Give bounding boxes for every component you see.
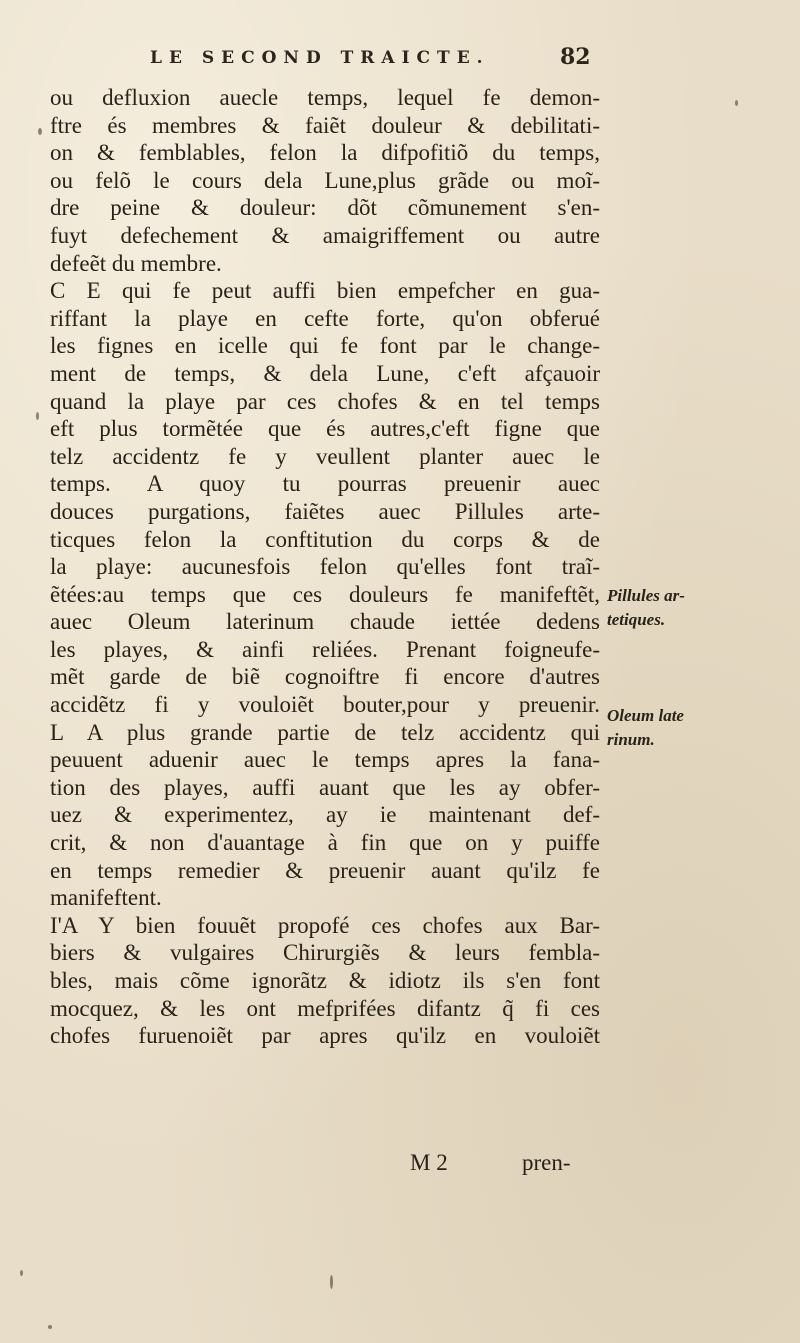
- margin-note-oleum: [607, 704, 684, 752]
- text-line: accidẽtz fi y vouloiẽt bouter,pour y preuenir.: [50, 692, 600, 718]
- paper-blemish: [20, 1270, 23, 1276]
- text-line: tion des playes, auffi auant que les ay obfer-: [50, 774, 600, 800]
- text-line: les fignes en icelle qui fe font par le change-: [50, 333, 600, 359]
- text-line: auec Oleum laterinum chaude iettée dedens: [50, 609, 600, 635]
- text-line: ticques felon la conftitution du corps & de: [50, 526, 600, 552]
- text-line: douces purgations, faiẽtes auec Pillules arte-: [50, 498, 600, 524]
- folio-number: 82: [560, 44, 591, 70]
- text-line: ẽtées:au temps que ces douleurs fe manifeftẽt,: [50, 581, 600, 607]
- text-line: uez & experimentez, ay ie maintenant def-: [50, 802, 600, 828]
- text-line: les playes, & ainfi reliées. Prenant foigneufe-: [50, 636, 600, 662]
- text-line: mocquez, & les ont mefprifées difantz q̃ fi ces: [50, 995, 600, 1021]
- text-line: temps. A quoy tu pourras preuenir auec: [50, 471, 600, 497]
- text-line: C E qui fe peut auffi bien empefcher en gua-: [50, 278, 600, 304]
- text-line: en temps remedier & preuenir auant qu'ilz fe: [50, 857, 600, 883]
- text-line: defeẽt du membre.: [50, 250, 222, 276]
- text-line: peuuent aduenir auec le temps apres la fana-: [50, 747, 600, 773]
- paper-blemish: [38, 128, 42, 135]
- text-line: mẽt garde de biẽ cognoiftre fi encore d'autres: [50, 664, 600, 690]
- catchword: pren-: [522, 1150, 571, 1175]
- text-line: ou felõ le cours dela Lune,plus grãde ou moĩ-: [50, 167, 600, 193]
- text-line: I'A Y bien fouuẽt propofé ces chofes aux Bar-: [50, 912, 600, 938]
- text-line: ment de temps, & dela Lune, c'eft afçauoir: [50, 360, 600, 386]
- margin-note-line: Oleum late: [607, 706, 684, 725]
- text-line: eft plus tormẽtée que és autres,c'eft figne que: [50, 416, 600, 442]
- paper-blemish: [48, 1325, 52, 1329]
- text-line: bles, mais cõme ignorãtz & idiotz ils s'en font: [50, 968, 600, 993]
- margin-note-pillules: [607, 584, 685, 632]
- margin-note-line: tetiques.: [607, 610, 666, 629]
- text-line: riffant la playe en cefte forte, qu'on obferué: [50, 305, 600, 331]
- margin-note-line: rinum.: [607, 730, 655, 749]
- signature-mark: M 2: [410, 1150, 448, 1175]
- page-footer: [50, 1150, 600, 1180]
- text-line: fuyt defechement & amaigriffement ou autre: [50, 222, 600, 248]
- text-line: biers & vulgaires Chirurgiẽs & leurs fembla-: [50, 940, 600, 966]
- text-line: manifeftent.: [50, 885, 162, 911]
- running-title: LE SECOND TRAICTE.: [150, 48, 490, 68]
- text-line: ftre és membres & faiẽt douleur & debilitati-: [50, 112, 600, 138]
- text-line: la playe: aucunesfois felon qu'elles font traĩ-: [50, 554, 600, 580]
- margin-note-line: Pillules ar-: [607, 586, 685, 605]
- text-line: telz accidentz fe y veullent planter auec le: [50, 443, 600, 469]
- text-line: on & femblables, felon la difpofitiõ du temps,: [50, 140, 600, 166]
- main-text-block: [50, 84, 600, 1050]
- paper-blemish: [36, 412, 39, 420]
- text-line: L A plus grande partie de telz accidentz qui: [50, 719, 600, 745]
- text-line: chofes furuenoiẽt par apres qu'ilz en vouloiẽt: [50, 1023, 600, 1049]
- text-line: crit, & non d'auantage à fin que on y puiffe: [50, 830, 600, 856]
- text-line: ou defluxion auecle temps, lequel fe demon-: [50, 85, 600, 110]
- text-line: quand la playe par ces chofes & en tel temps: [50, 388, 600, 414]
- text-line: dre peine & douleur: dõt cõmunement s'en-: [50, 195, 600, 221]
- paper-blemish: [330, 1275, 333, 1289]
- paper-blemish: [735, 100, 738, 106]
